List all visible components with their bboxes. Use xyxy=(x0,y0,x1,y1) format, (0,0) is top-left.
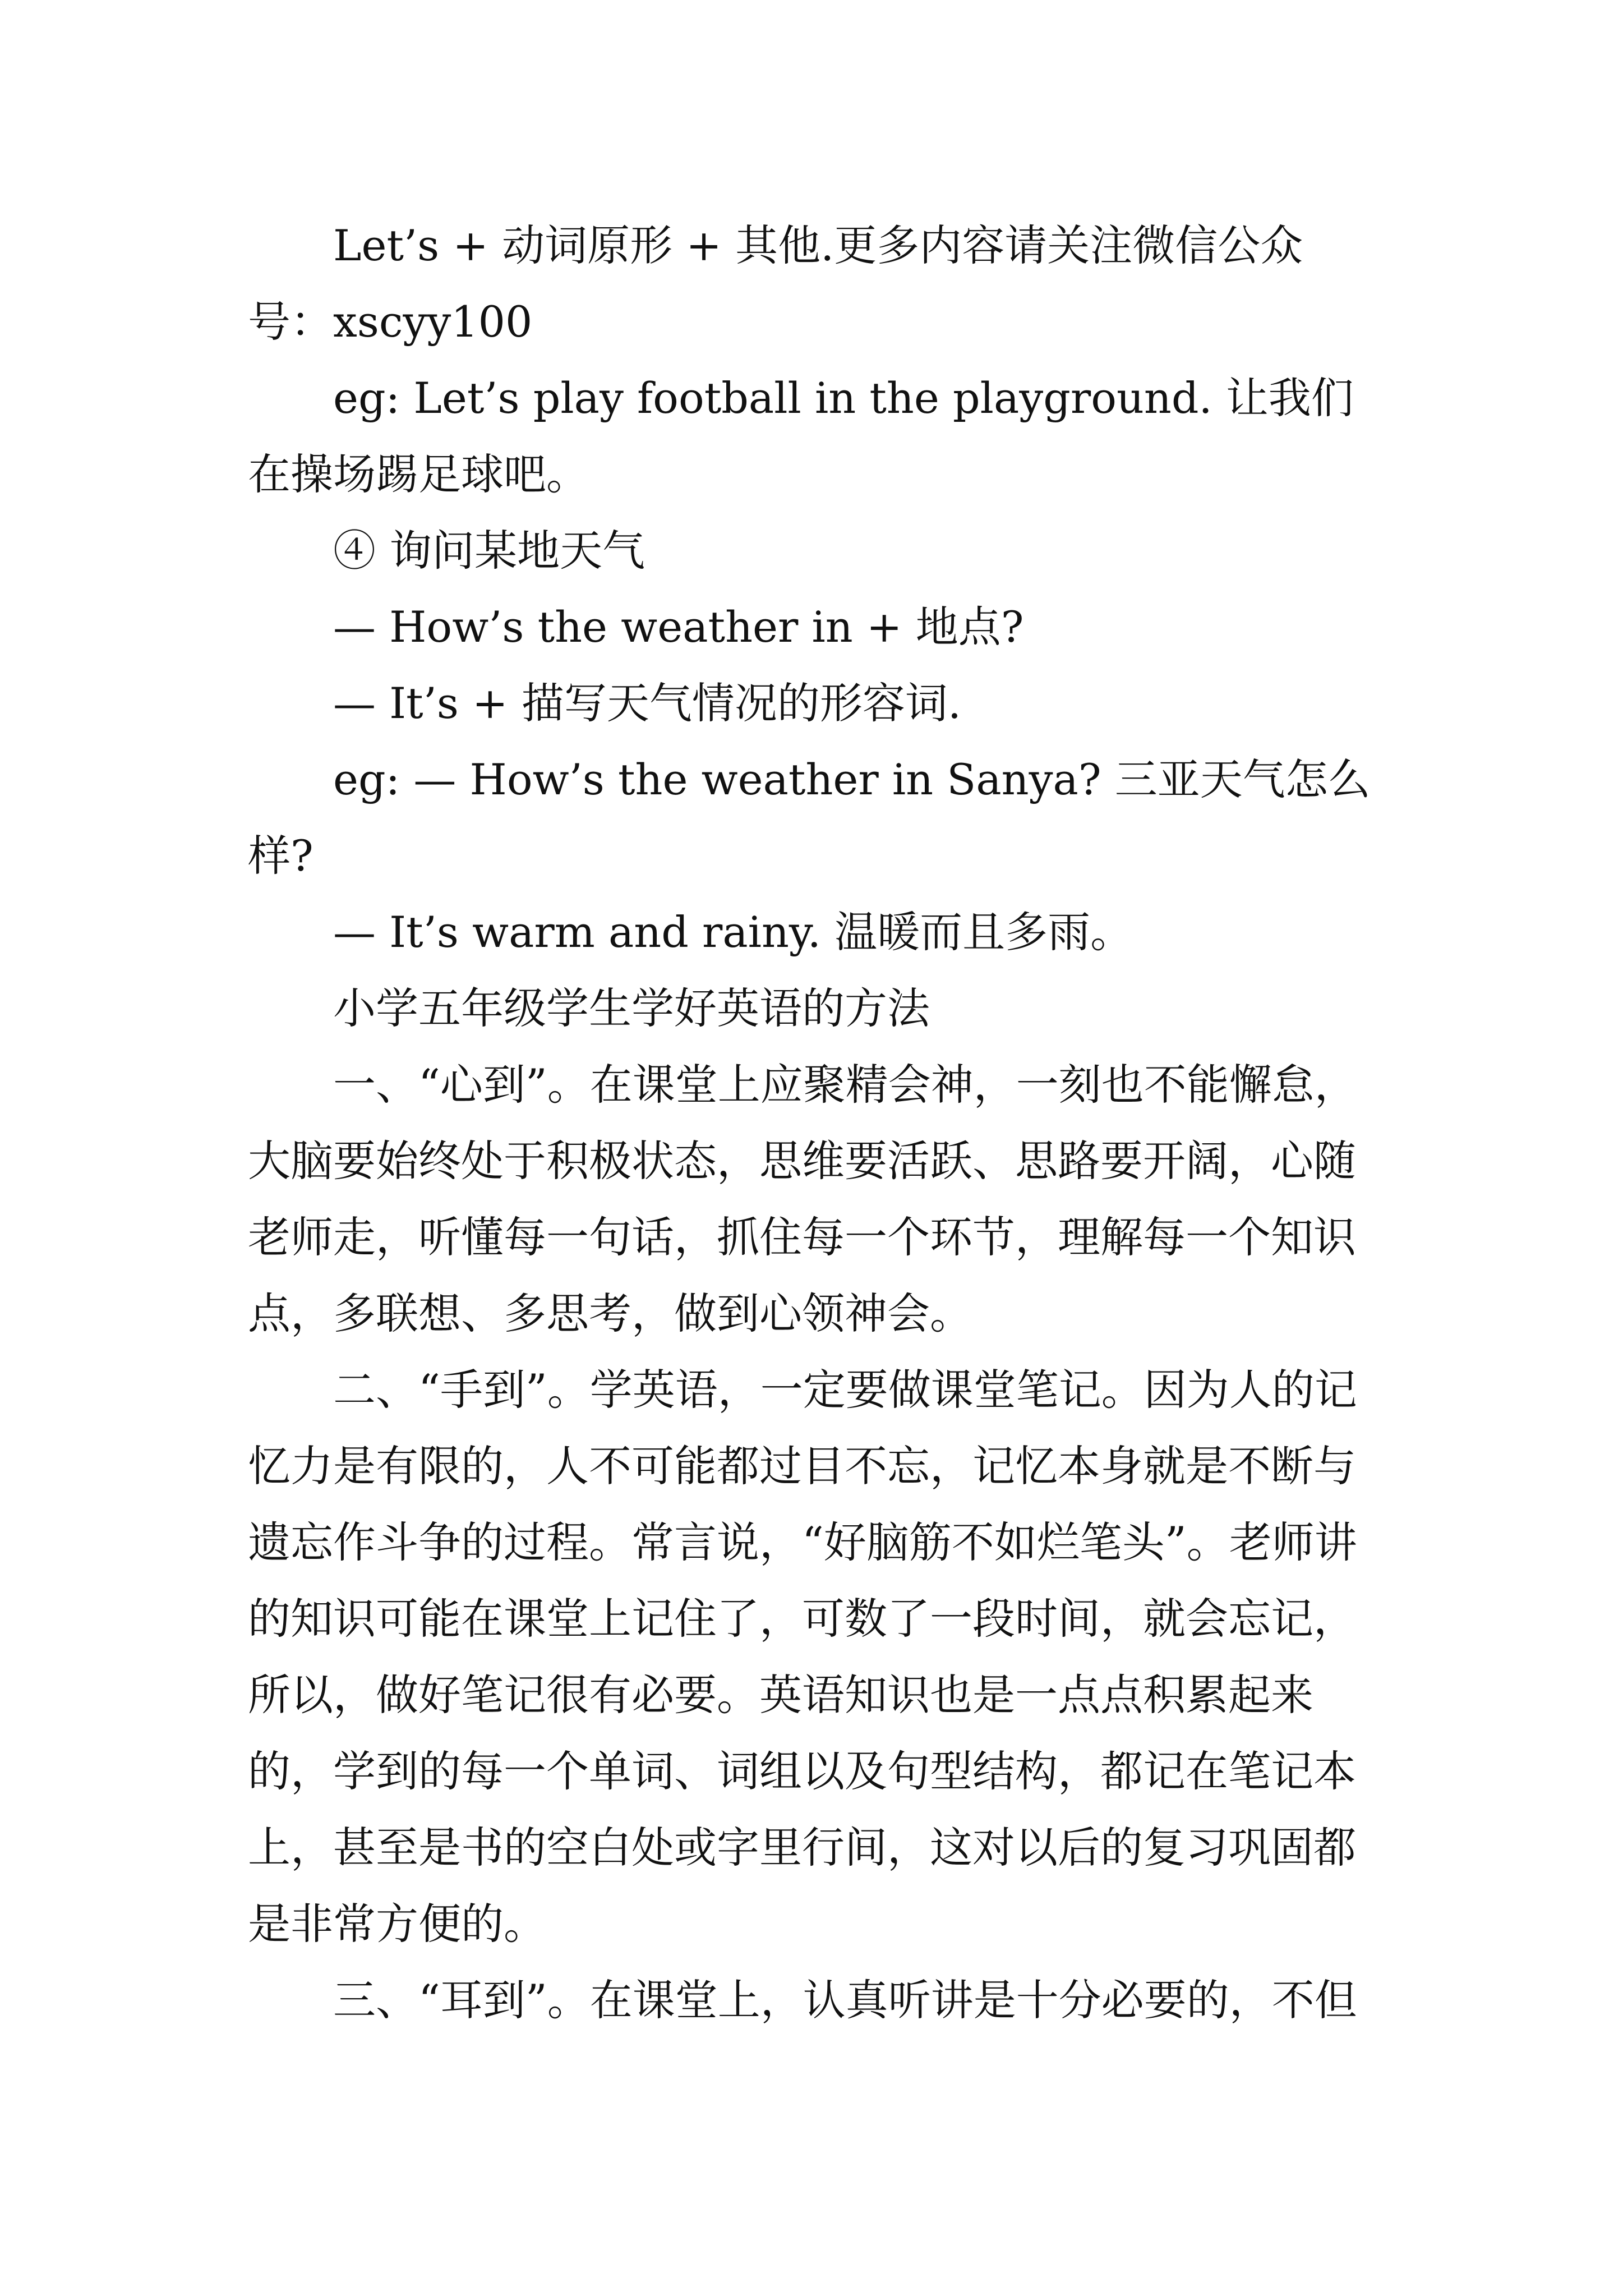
paragraph-weather-answer: — It’s + 描写天气情况的形容词. xyxy=(333,678,962,728)
paragraph-method-3: 三、“耳到”。在课堂上，认真听讲是十分必要的，不但 xyxy=(333,1975,1357,2025)
article-title: 小学五年级学生学好英语的方法 xyxy=(333,983,930,1033)
paragraph-lets-example: eg: Let’s play football in the playground. 让我们在操场踢足球吧。 xyxy=(248,373,1354,499)
paragraph-weather-example-answer: — It’s warm and rainy. 温暖而且多雨。 xyxy=(333,907,1133,957)
paragraph-lets-structure: Let’s + 动词原形 + 其他.更多内容请关注微信公众号：xscyy100 xyxy=(248,220,1303,347)
document-body xyxy=(248,208,1386,2039)
paragraph-weather-question: — How’s the weather in + 地点? xyxy=(333,602,1024,652)
paragraph-method-2: 二、“手到”。学英语，一定要做课堂笔记。因为人的记忆力是有限的，人不可能都过目不忘，记忆本身就是不断与遗忘作斗争的过程。常言说，“好脑筋不如烂笔头”。老师讲的知识可能在课堂上记住了，可数了一段时间，就会忘记，所以，做好笔记很有必要。英语知识也是一点点积累起来的，学到的每一个单词、词组以及句型结构，都记在笔记本上，甚至是书的空白处或字里行间，这对以后的复习巩固都是非常方便的。 xyxy=(248,1365,1357,1949)
section-heading-weather: ④ 询问某地天气 xyxy=(333,526,645,576)
paragraph-weather-example: eg: — How’s the weather in Sanya? 三亚天气怎么样? xyxy=(248,754,1371,881)
paragraph-method-1: 一、“心到”。在课堂上应聚精会神，一刻也不能懈怠，大脑要始终处于积极状态，思维要活跃、思路要开阔，心随老师走，听懂每一句话，抓住每一个环节，理解每一个知识点，多联想、多思考，做到心领神会。 xyxy=(248,1060,1357,1338)
